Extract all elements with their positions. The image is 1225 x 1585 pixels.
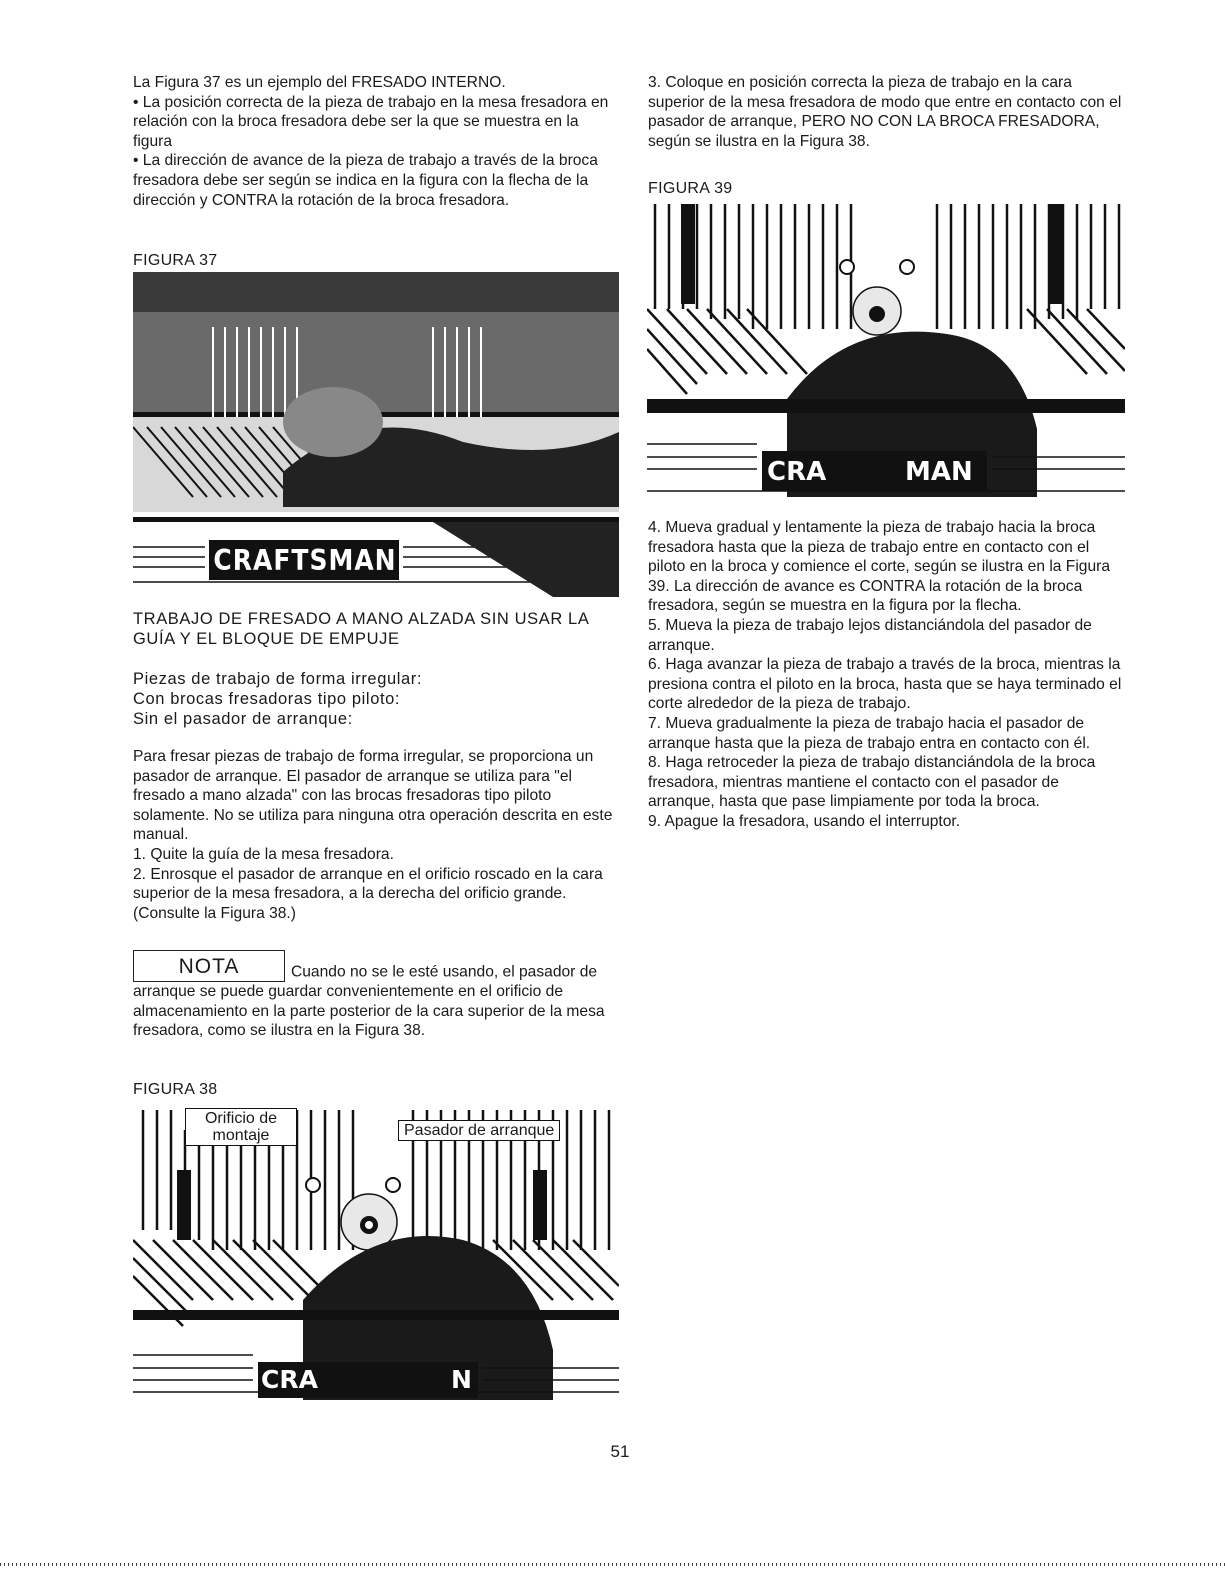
- brand-logo-craftsman: CRAFTSMAN: [213, 543, 397, 578]
- step-5: 5. Mueva la pieza de trabajo lejos distanciándola del pasador de arranque.: [648, 616, 1092, 654]
- figure-39-label: FIGURA 39: [648, 180, 733, 197]
- right-steps: [648, 518, 1126, 832]
- figure-38-image: [133, 1100, 619, 1400]
- figure-38-label: FIGURA 38: [133, 1081, 218, 1098]
- subheadings: [133, 669, 618, 729]
- step-4: 4. Mueva gradual y lentamente la pieza de trabajo hacia la broca fresadora hasta que la pieza de trabajo entre en contacto con el piloto en la broca y comience el corte, según se ilustra en la Figura 39. La dirección de avance es CONTRA la rotación de la broca fresadora, según se muestra en la figura por la flecha.: [648, 519, 1110, 615]
- subheading-no-pin: Sin el pasador de arranque:: [133, 710, 353, 728]
- page-number: 51: [610, 1442, 630, 1461]
- nota-text: Cuando no se le esté usando, el pasador de arranque se puede guardar convenientemente en el orificio de almacenamiento en la parte posterior de la cara superior de la mesa fresadora, como se ilustra en la Figura 38.: [133, 963, 605, 1040]
- intro-bullet-position: • La posición correcta de la pieza de trabajo en la mesa fresadora en relación con la broca fresadora debe ser la que se muestra en la figura: [133, 93, 609, 150]
- step-7: 7. Mueva gradualmente la pieza de trabajo hacia el pasador de arranque hasta que la pieza de trabajo entra en contacto con él.: [648, 714, 1091, 752]
- step-3: 3. Coloque en posición correcta la pieza de trabajo en la cara superior de la mesa fresadora de modo que entre en contacto con el pasador de arranque, PERO NO CON LA BROCA FRESADORA, según se ilustra en la Figura 38.: [648, 74, 1122, 150]
- step-1: 1. Quite la guía de la mesa fresadora.: [133, 845, 394, 863]
- callout-starting-pin: Pasador de arranque: [398, 1120, 560, 1141]
- brand-logo-right: MAN: [905, 457, 973, 487]
- intro-text: [133, 73, 618, 210]
- section-heading: TRABAJO DE FRESADO A MANO ALZADA SIN USAR LA GUÍA Y EL BLOQUE DE EMPUJE: [133, 610, 589, 648]
- step-2: 2. Enrosque el pasador de arranque en el orificio roscado en la cara superior de la mesa fresadora, a la derecha del orificio grande. (Consulte la Figura 38.): [133, 865, 603, 922]
- nota-label: NOTA: [133, 950, 285, 982]
- callout-mounting-hole: Orificio de montaje: [185, 1108, 297, 1146]
- figure-39-image: [647, 199, 1125, 497]
- brand-logo-right: N: [451, 1365, 472, 1394]
- scan-edge: [0, 1563, 1225, 1566]
- body-paragraph: Para fresar piezas de trabajo de forma irregular, se proporciona un pasador de arranque. El pasador de arranque se utiliza para "el fresado a mano alzada" con las brocas fresadoras tipo piloto solamente. No se utiliza para ninguna otra operación descrita en este manual.: [133, 748, 613, 844]
- intro-paragraph: La Figura 37 es un ejemplo del FRESADO INTERNO.: [133, 74, 506, 91]
- figure-37-label: FIGURA 37: [133, 252, 218, 269]
- body-text: [133, 747, 618, 923]
- subheading-irregular: Piezas de trabajo de forma irregular:: [133, 670, 423, 688]
- brand-logo-left: CRA: [261, 1365, 318, 1394]
- subheading-pilot: Con brocas fresadoras tipo piloto:: [133, 690, 401, 708]
- step-8: 8. Haga retroceder la pieza de trabajo distanciándola de la broca fresadora, mientras mantiene el contacto con el pasador de arranque, hasta que pase limpiamente por toda la broca.: [648, 754, 1096, 811]
- step-9: 9. Apague la fresadora, usando el interruptor.: [648, 812, 961, 830]
- figure-37-image: [133, 272, 619, 597]
- intro-bullet-direction: • La dirección de avance de la pieza de trabajo a través de la broca fresadora debe ser según se indica en la figura con la flecha de la dirección y CONTRA la rotación de la broca fresadora.: [133, 152, 598, 209]
- step-6: 6. Haga avanzar la pieza de trabajo a través de la broca, mientras la presiona contra el piloto en la broca, hasta que se haya terminado el corte alrededor de la pieza de trabajo.: [648, 656, 1122, 713]
- brand-logo-left: CRA: [767, 457, 827, 487]
- note-block: [133, 950, 618, 1041]
